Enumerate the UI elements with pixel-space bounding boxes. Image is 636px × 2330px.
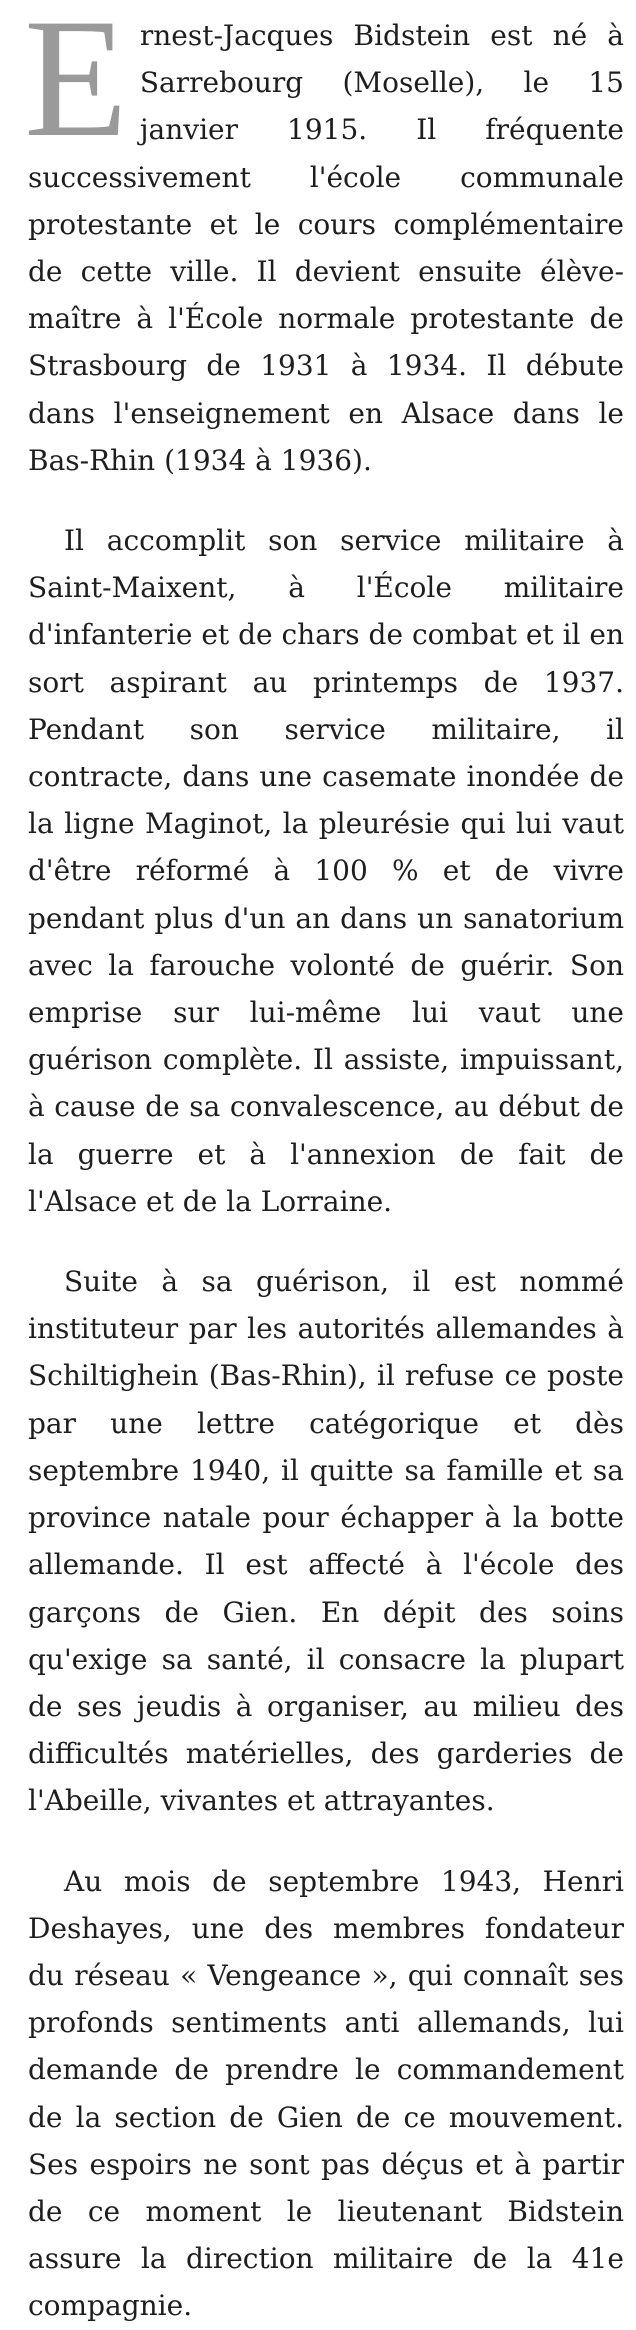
paragraph-3: Suite à sa guérison, il est nommé instituteur par les autorités allemandes à Schiltighein (Bas-Rhin), il refuse ce poste par une lettre catégorique et dès septembre 1940, il quitte sa famille et sa province natale pour échapper à la botte allemande. Il est affecté à l'école des garçons de Gien. En dépit des soins qu'exige sa santé, il consacre la plupart de ses jeudis à organiser, au milieu des difficultés matérielles, des garderies de l'Abeille, vivantes et attrayantes. — [28, 1265, 624, 1818]
paragraph-2: Il accomplit son service militaire à Saint-Maixent, à l'École militaire d'infanterie et de chars de combat et il en sort aspirant au printemps de 1937. Pendant son service militaire, il contracte, dans une casemate inondée de la ligne Maginot, la pleurésie qui lui vaut d'être réformé à 100 % et de vivre pendant plus d'un an dans un sanatorium avec la farouche volonté de guérir. Son emprise sur lui-même lui vaut une guérison complète. Il assiste, impuissant, à cause de sa convalescence, au début de la guerre et à l'annexion de fait de l'Alsace et de la Lorraine. — [28, 524, 624, 1218]
paragraph-1-text: rnest-Jacques Bidstein est né à Sarrebourg (Moselle), le 15 janvier 1915. Il fréquente successivement l'école communale protestante et le cours complémentaire de cette ville. Il devient ensuite élève-maître à l'École normale protestante de Strasbourg de 1931 à 1934. Il débute dans l'enseignement en Alsace dans le Bas-Rhin (1934 à 1936). — [28, 19, 624, 477]
paragraph-1 — [24, 0, 624, 484]
drop-cap-letter: E — [24, 0, 128, 172]
paragraph-4: Au mois de septembre 1943, Henri Deshayes, une des membres fondateur du réseau « Vengeance », qui connaît ses profonds sentiments anti allemands, lui demande de prendre le commandement de la section de Gien de ce mouvement. Ses espoirs ne sont pas déçus et à partir de ce moment le lieutenant Bidstein assure la direction militaire de la 41e compagnie. — [28, 1864, 624, 2323]
